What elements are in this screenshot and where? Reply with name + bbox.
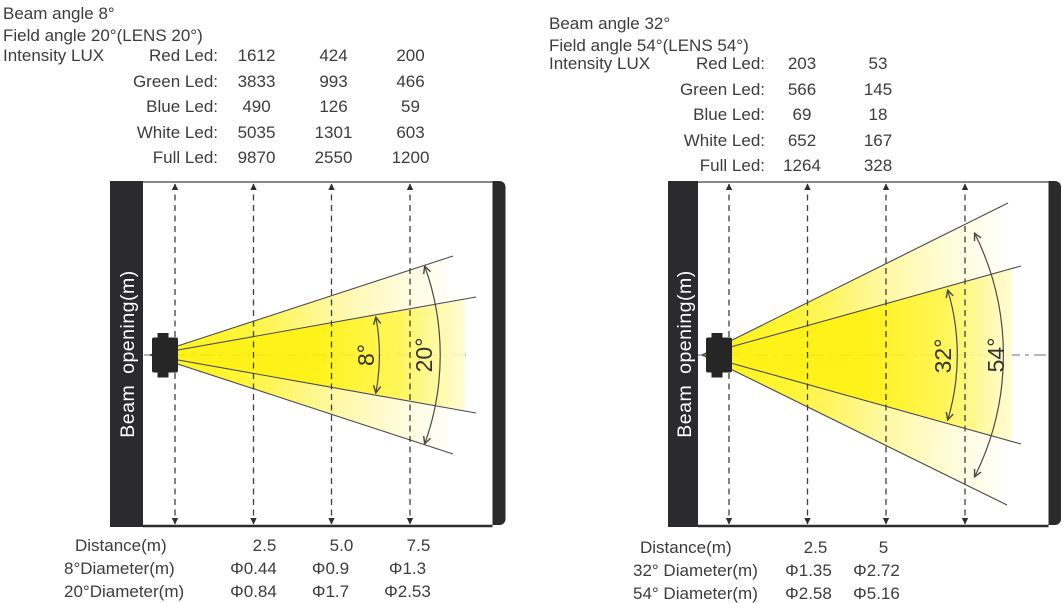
table-row: Intensity LUX Red Led: 203 53 — [549, 54, 888, 73]
table-row: Green Led: 3833 993 466 — [132, 71, 425, 91]
table-row: Distance(m) 2.5 5.0 7.5 — [64, 536, 457, 559]
left-beam-diagram — [110, 181, 506, 527]
right-intensity-table — [549, 54, 917, 182]
distance-label: Distance(m) — [640, 538, 732, 557]
intensity-heading: Intensity LUX — [549, 54, 651, 73]
left-beam-angle-title: Beam angle 8° — [3, 4, 115, 23]
table-row: 8°Diameter(m) Φ0.44 Φ0.9 Φ1.3 — [64, 559, 427, 578]
table-row: Full Led: 9870 2550 1200 — [152, 148, 430, 168]
left-panel-header — [3, 3, 203, 46]
right-panel-header — [549, 13, 749, 56]
table-row: Green Led: 566 145 — [679, 79, 893, 99]
left-intensity-table — [3, 46, 449, 174]
right-field-angle-value: 54° — [983, 337, 1009, 373]
table-row: 20°Diameter(m) Φ0.84 Φ1.7 Φ2.53 — [64, 582, 431, 601]
table-row: Distance(m) 2.5 5 — [633, 538, 913, 561]
table-row: Blue Led: 490 126 59 — [146, 97, 420, 117]
table-row: White Led: 5035 1301 603 — [136, 122, 425, 142]
left-end-bar — [493, 181, 506, 525]
right-beam-angle-title: Beam angle 32° — [549, 14, 671, 33]
left-field-angle-value: 20° — [411, 337, 437, 373]
right-beam-angle-value: 32° — [930, 338, 956, 374]
left-distance-table — [64, 536, 457, 603]
right-beam-diagram — [668, 181, 1061, 527]
table-row: 32° Diameter(m) Φ1.35 Φ2.72 — [633, 561, 900, 580]
left-field-angle-title: Field angle 20°(LENS 20°) — [3, 25, 203, 45]
intensity-heading: Intensity LUX — [3, 46, 105, 65]
right-distance-table — [633, 538, 913, 603]
distance-label: Distance(m) — [75, 536, 167, 555]
right-axis-label: Beam opening(m) — [674, 270, 696, 438]
table-row: Intensity LUX Red Led: 1612 424 200 — [3, 46, 425, 65]
left-fixture-icon — [152, 333, 178, 378]
table-row: Blue Led: 69 18 — [693, 105, 888, 125]
left-axis-label: Beam opening(m) — [117, 270, 139, 438]
table-row: White Led: 652 167 — [683, 130, 893, 150]
right-fixture-icon — [706, 333, 732, 378]
right-field-angle-title: Field angle 54°(LENS 54°) — [549, 35, 749, 55]
right-end-bar — [1049, 181, 1062, 525]
left-beam-angle-value: 8° — [353, 344, 379, 366]
table-row: Full Led: 1264 328 — [699, 156, 893, 176]
table-row: 54° Diameter(m) Φ2.58 Φ5.16 — [633, 584, 900, 603]
